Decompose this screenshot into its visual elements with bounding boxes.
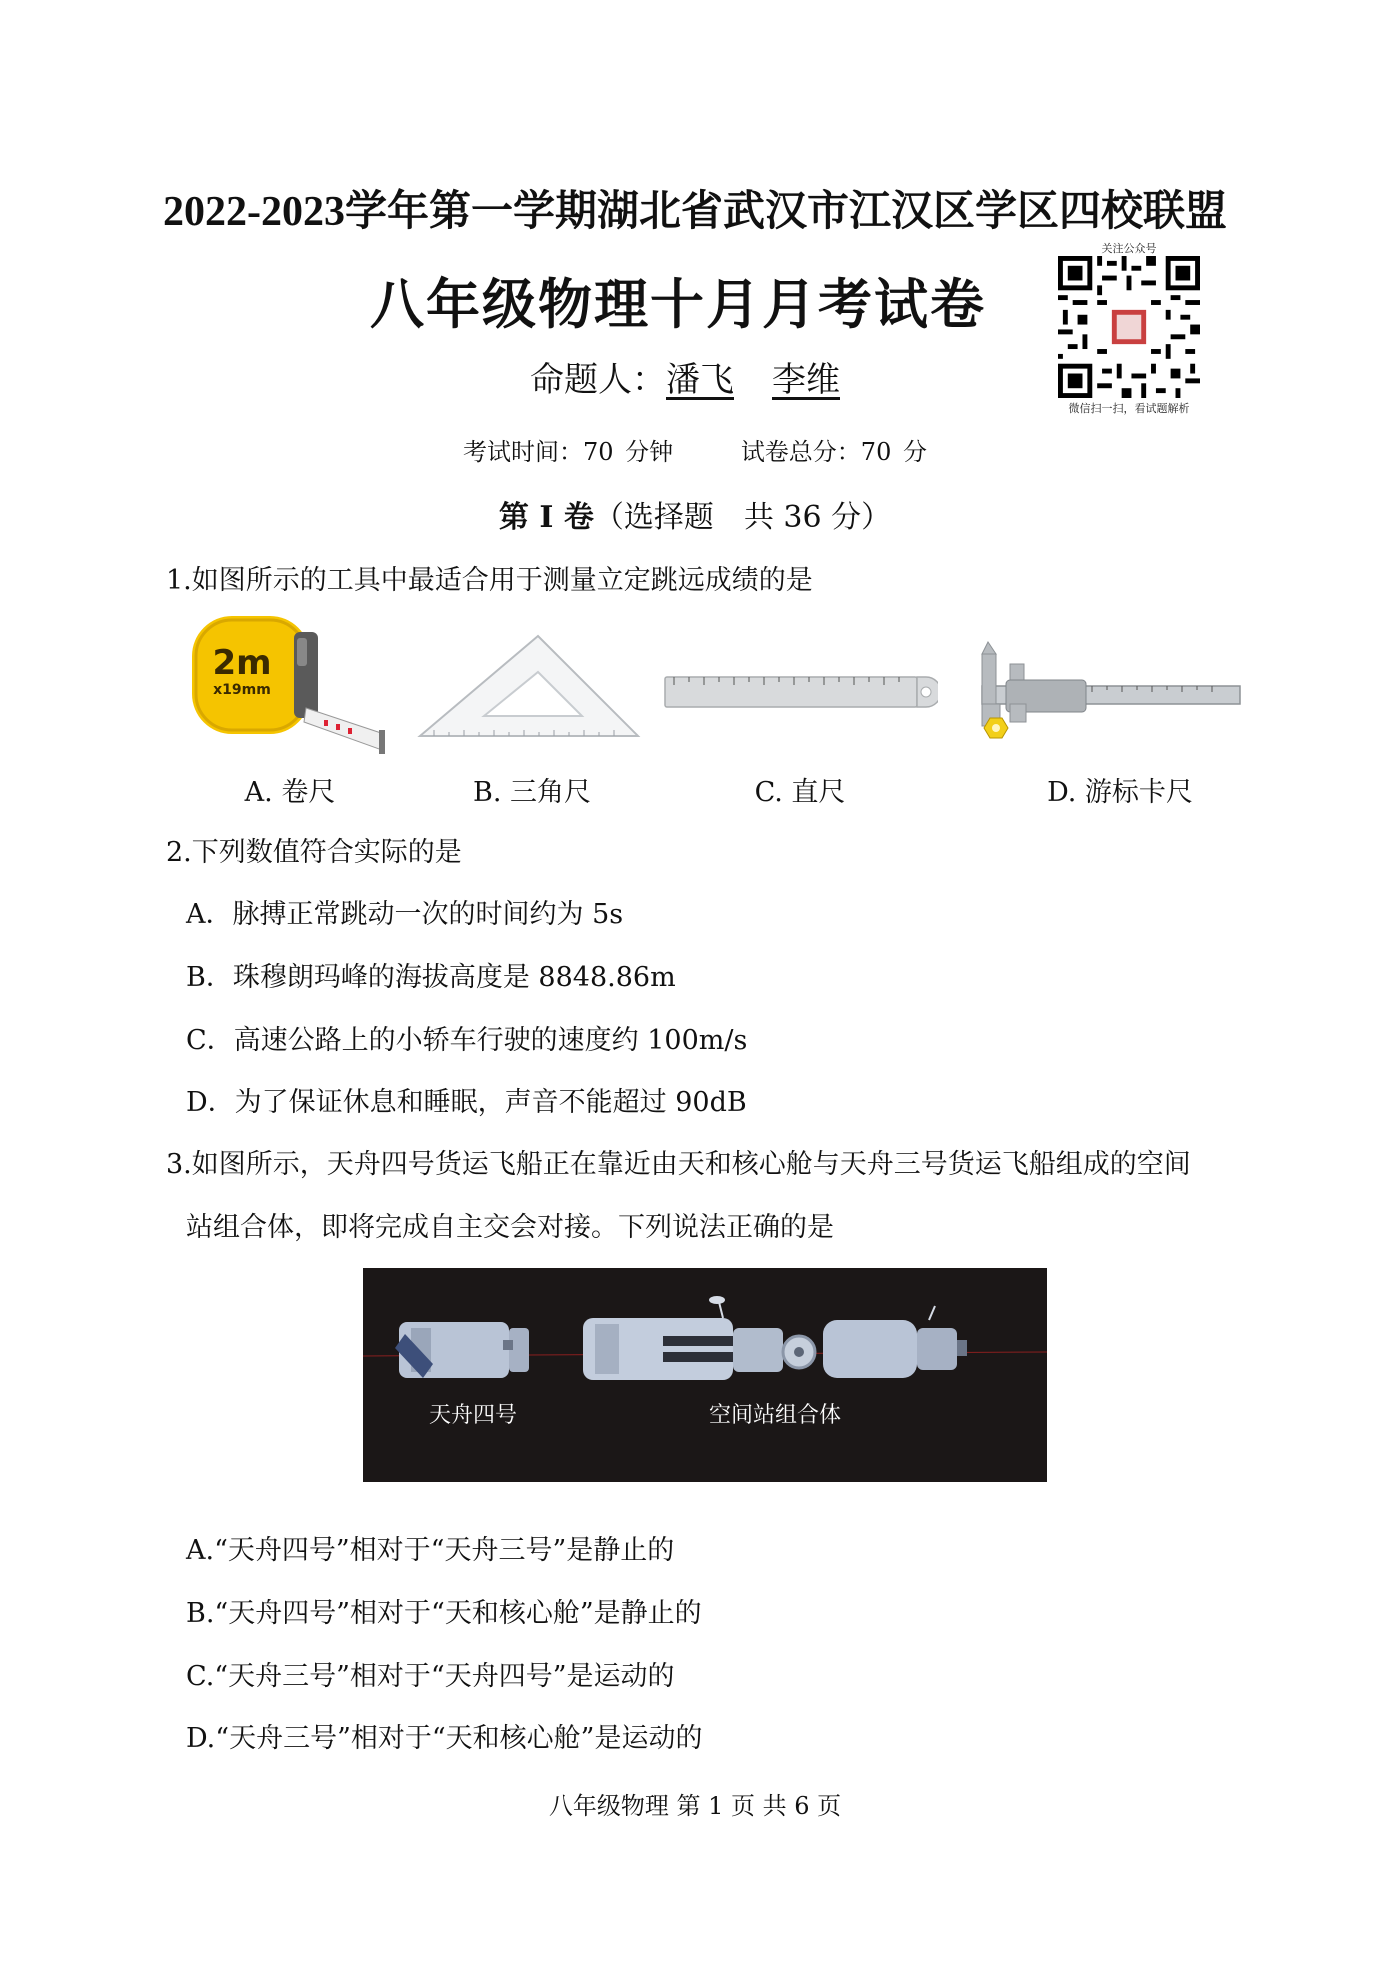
q1-stem: 1.如图所示的工具中最适合用于测量立定跳远成绩的是 (166, 565, 813, 596)
q1-label-b: B. 三角尺 (472, 777, 591, 808)
authors-line (530, 352, 840, 401)
tape-measure-image (184, 612, 394, 762)
space-station-drawing (363, 1268, 1047, 1482)
q2-option-b: B．珠穆朗玛峰的海拔高度是 8848.86m (186, 962, 676, 993)
exam-title-line1: 2022-2023学年第一学期湖北省武汉市江汉区学区四校联盟 (163, 189, 1227, 235)
authors-label: 命题人： (530, 360, 666, 400)
q1-label-c: C. 直尺 (754, 777, 846, 808)
q3-option-c: C.“天舟三号”相对于“天舟四号”是运动的 (186, 1661, 675, 1692)
qr-code-icon (1058, 256, 1200, 398)
qr-caption-top: 关注公众号 (1101, 242, 1157, 255)
author-1: 潘飞 (666, 360, 734, 400)
space-label-tianzhou4: 天舟四号 (429, 1403, 518, 1428)
exam-title-line2: 八年级物理十月月考试卷 (370, 273, 986, 336)
q3-option-d: D.“天舟三号”相对于“天和核心舱”是运动的 (186, 1723, 703, 1754)
q1-label-d: D. 游标卡尺 (1047, 777, 1193, 808)
q2-stem: 2.下列数值符合实际的是 (166, 837, 462, 868)
straight-ruler-image (664, 674, 938, 712)
q1-label-a: A. 卷尺 (244, 777, 336, 808)
page-footer: 八年级物理 第 1 页 共 6 页 (548, 1792, 842, 1820)
section-heading (0, 492, 1390, 536)
qr-caption-bottom: 微信扫一扫，看试题解析 (1068, 402, 1190, 415)
qr-code-block[interactable] (1058, 240, 1200, 416)
section-prefix: 第 I 卷 (498, 500, 594, 535)
space-label-station: 空间站组合体 (709, 1403, 842, 1428)
vernier-caliper-image (962, 640, 1242, 744)
total-score: 试卷总分：70 分 (740, 438, 927, 466)
exam-time: 考试时间：70 分钟 (463, 438, 674, 466)
q2-option-d: D．为了保证休息和睡眠，声音不能超过 90dB (186, 1087, 747, 1118)
q2-option-c: C．高速公路上的小轿车行驶的速度约 100m/s (186, 1025, 748, 1056)
exam-meta (0, 432, 1390, 467)
q2-option-a: A．脉搏正常跳动一次的时间约为 5s (186, 899, 624, 930)
tape-text-small: x19mm (213, 682, 271, 698)
tape-text-big: 2m (212, 643, 272, 683)
space-station-image (363, 1268, 1047, 1482)
q3-option-b: B.“天舟四号”相对于“天和核心舱”是静止的 (186, 1598, 702, 1629)
section-detail: （选择题 共 36 分） (593, 500, 892, 535)
triangle-ruler-image (414, 632, 644, 742)
q3-stem-line2: 站组合体，即将完成自主交会对接。下列说法正确的是 (186, 1212, 834, 1243)
q3-option-a: A.“天舟四号”相对于“天舟三号”是静止的 (186, 1535, 675, 1566)
author-2: 李维 (772, 360, 840, 400)
q3-stem-line1: 3.如图所示，天舟四号货运飞船正在靠近由天和核心舱与天舟三号货运飞船组成的空间 (166, 1149, 1191, 1180)
